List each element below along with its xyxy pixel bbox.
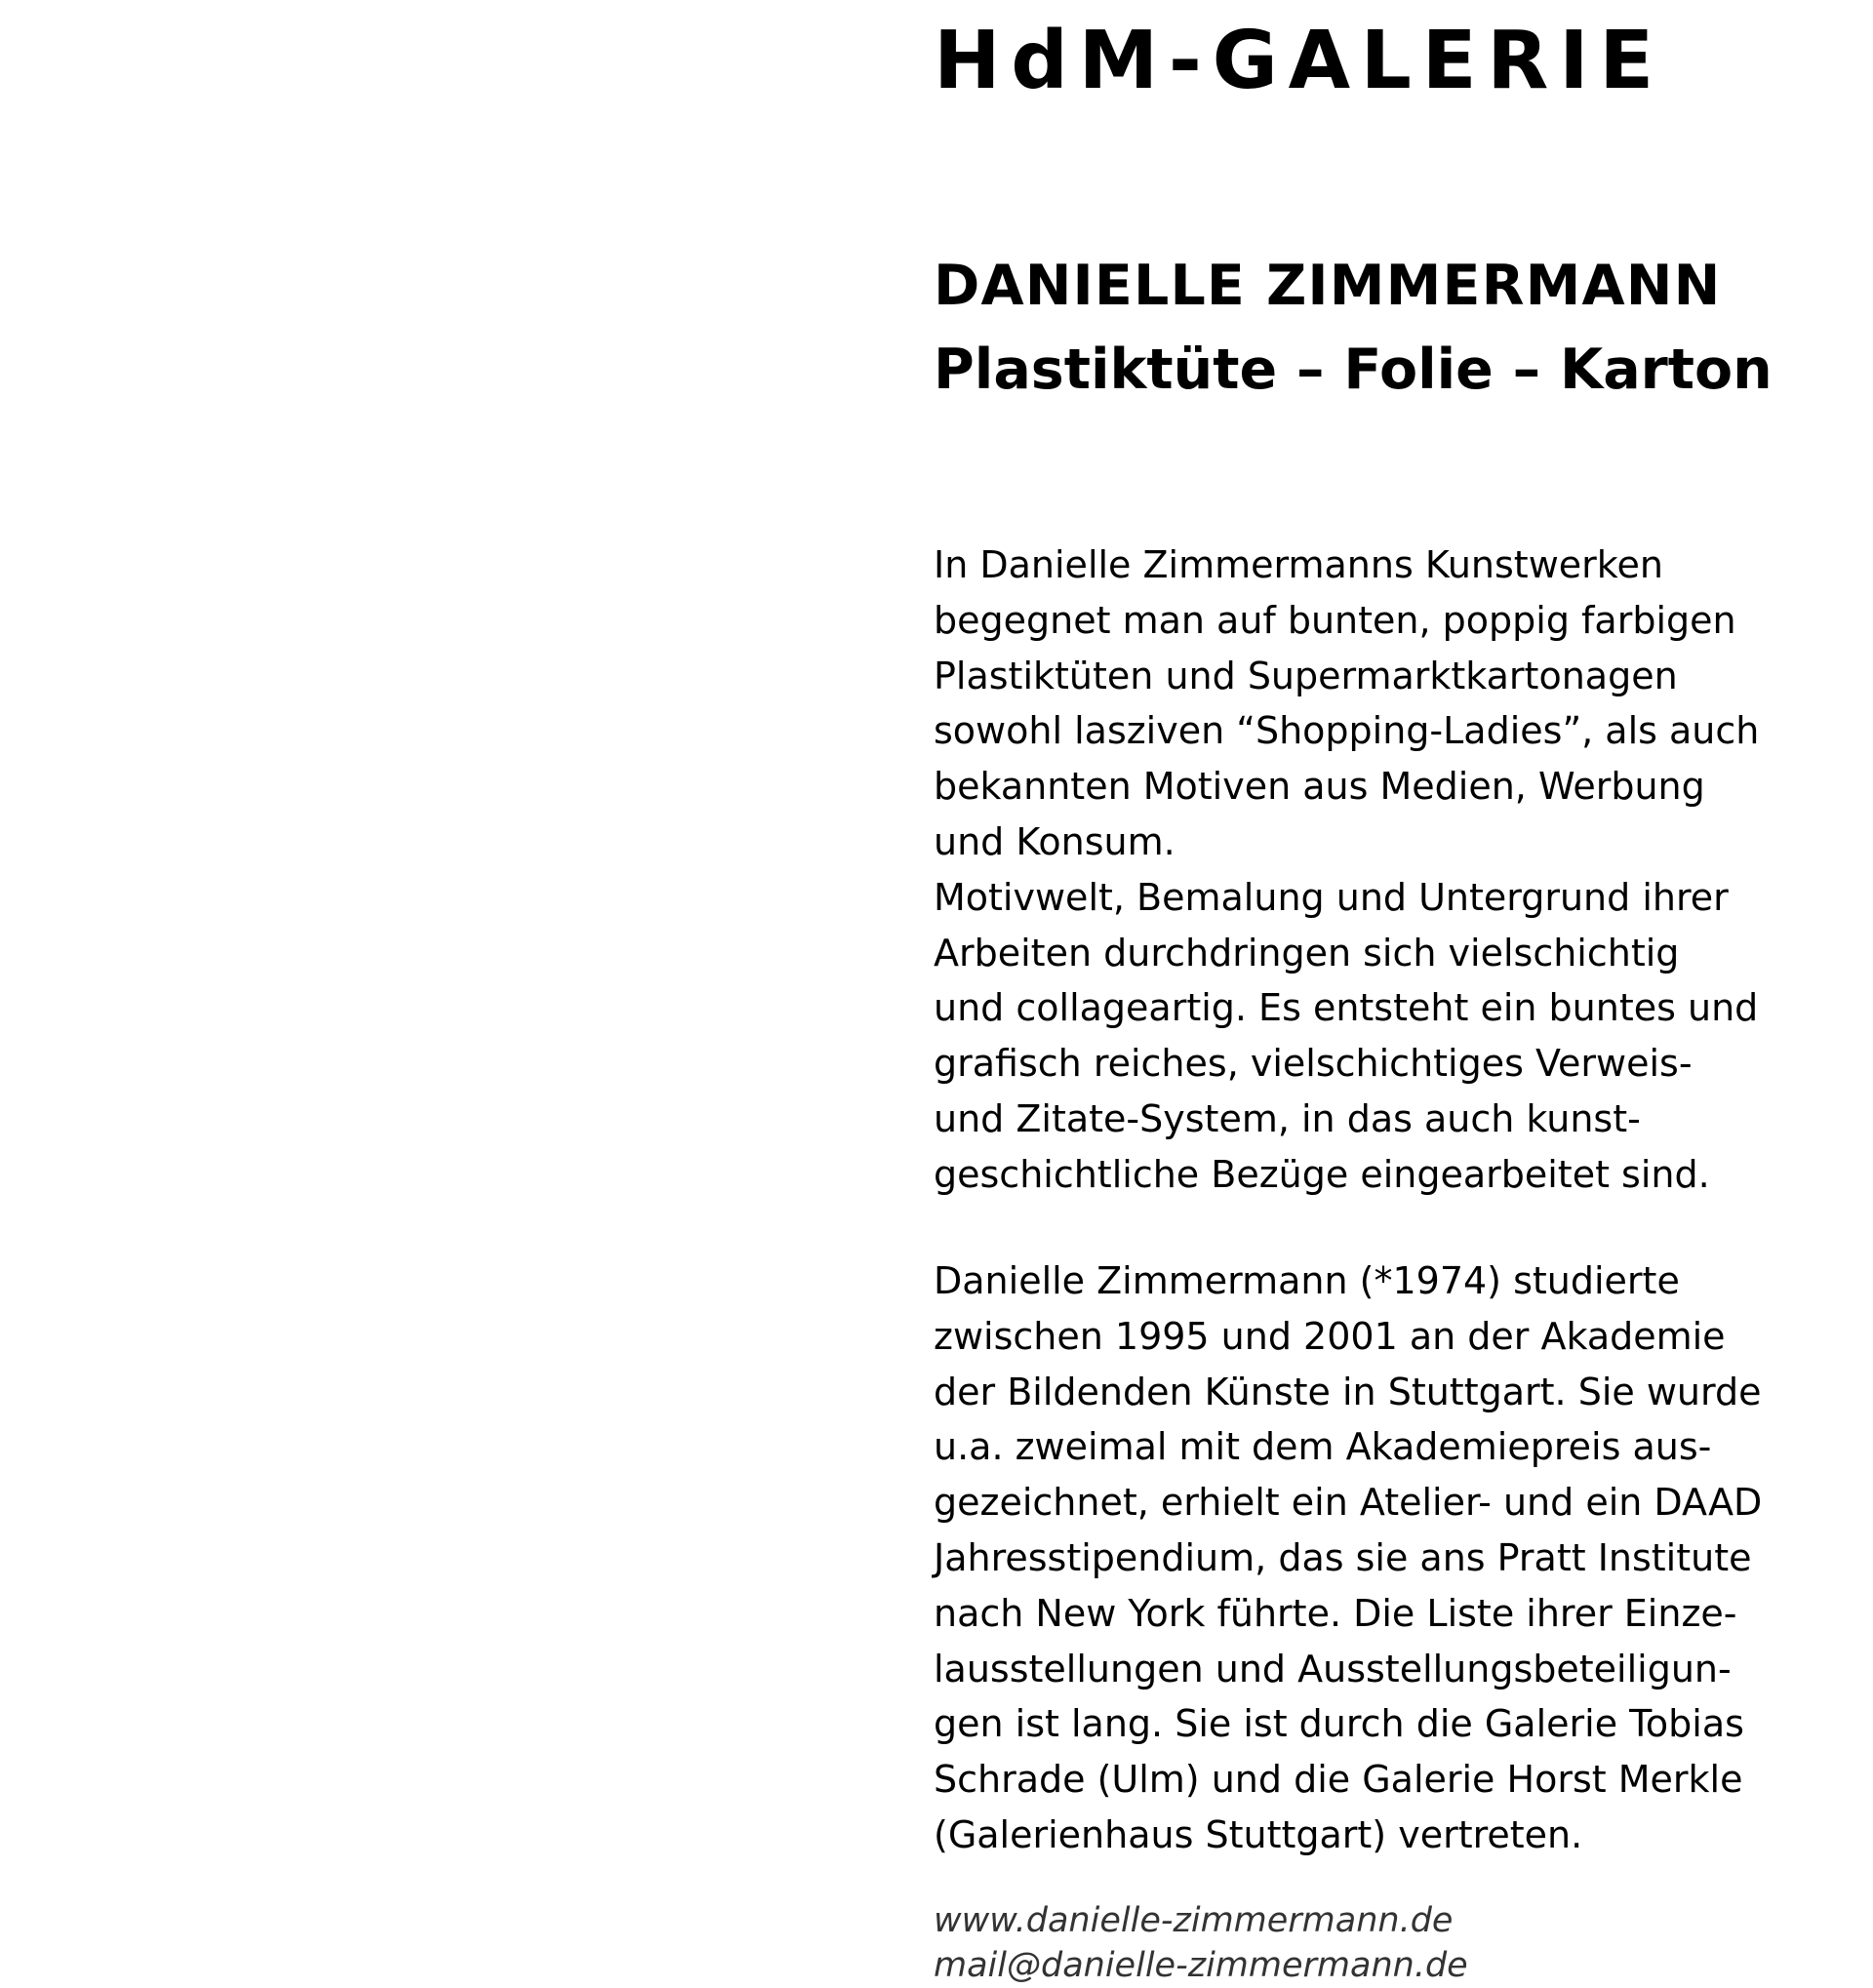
- paragraph-line: gen ist lang. Sie ist durch die Galerie Tobias: [934, 1702, 1744, 1746]
- paragraph-line: der Bildenden Künste in Stuttgart. Sie wurde: [934, 1370, 1762, 1413]
- website-link[interactable]: www.danielle-zimmermann.de: [934, 1901, 1454, 1940]
- paragraph-line: (Galerienhaus Stuttgart) vertreten.: [934, 1812, 1583, 1856]
- gallery-title: HdM-GALERIE: [934, 15, 1664, 107]
- paragraph-biography: [934, 1253, 1762, 1863]
- paragraph-line: grafisch reiches, vielschichtiges Verweis-: [934, 1042, 1693, 1086]
- paragraph-line: geschichtliche Bezüge eingearbeitet sind.: [934, 1152, 1710, 1196]
- paragraph-artworks: [934, 537, 1759, 1203]
- paragraph-line: bekannten Motiven aus Medien, Werbung: [934, 765, 1705, 809]
- paragraph-line: Danielle Zimmermann (*1974) studierte: [934, 1259, 1680, 1302]
- paragraph-line: und collageartig. Es entsteht ein buntes und: [934, 986, 1759, 1030]
- email-link[interactable]: mail@danielle-zimmermann.de: [934, 1946, 1468, 1985]
- paragraph-line: Plastiktüten und Supermarktkartonagen: [934, 654, 1678, 697]
- paragraph-line: In Danielle Zimmermanns Kunstwerken: [934, 543, 1663, 586]
- paragraph-line: zwischen 1995 und 2001 an der Akademie: [934, 1314, 1726, 1358]
- artist-name: DANIELLE ZIMMERMANN: [934, 254, 1722, 318]
- paragraph-line: und Konsum.: [934, 819, 1176, 863]
- paragraph-line: Motivwelt, Bemalung und Untergrund ihrer: [934, 875, 1729, 919]
- paragraph-line: nach New York führte. Die Liste ihrer Einze-: [934, 1591, 1737, 1635]
- paragraph-line: Arbeiten durchdringen sich vielschichtig: [934, 931, 1680, 974]
- paragraph-line: Jahresstipendium, das sie ans Pratt Institute: [934, 1535, 1752, 1579]
- paragraph-line: gezeichnet, erhielt ein Atelier- und ein DAAD: [934, 1481, 1763, 1525]
- paragraph-line: sowohl lasziven “Shopping-Ladies”, als auch: [934, 709, 1760, 753]
- paragraph-line: lausstellungen und Ausstellungsbeteiligun-: [934, 1647, 1732, 1690]
- paragraph-line: begegnet man auf bunten, poppig farbigen: [934, 598, 1736, 642]
- paragraph-line: und Zitate-System, in das auch kunst-: [934, 1096, 1641, 1140]
- artist-heading: [934, 244, 1773, 412]
- paragraph-line: u.a. zweimal mit dem Akademiepreis aus-: [934, 1425, 1712, 1469]
- contact-block: [934, 1898, 1468, 1988]
- paragraph-line: Schrade (Ulm) und die Galerie Horst Merkle: [934, 1758, 1743, 1802]
- exhibition-title: Plastiktüte – Folie – Karton: [934, 338, 1773, 402]
